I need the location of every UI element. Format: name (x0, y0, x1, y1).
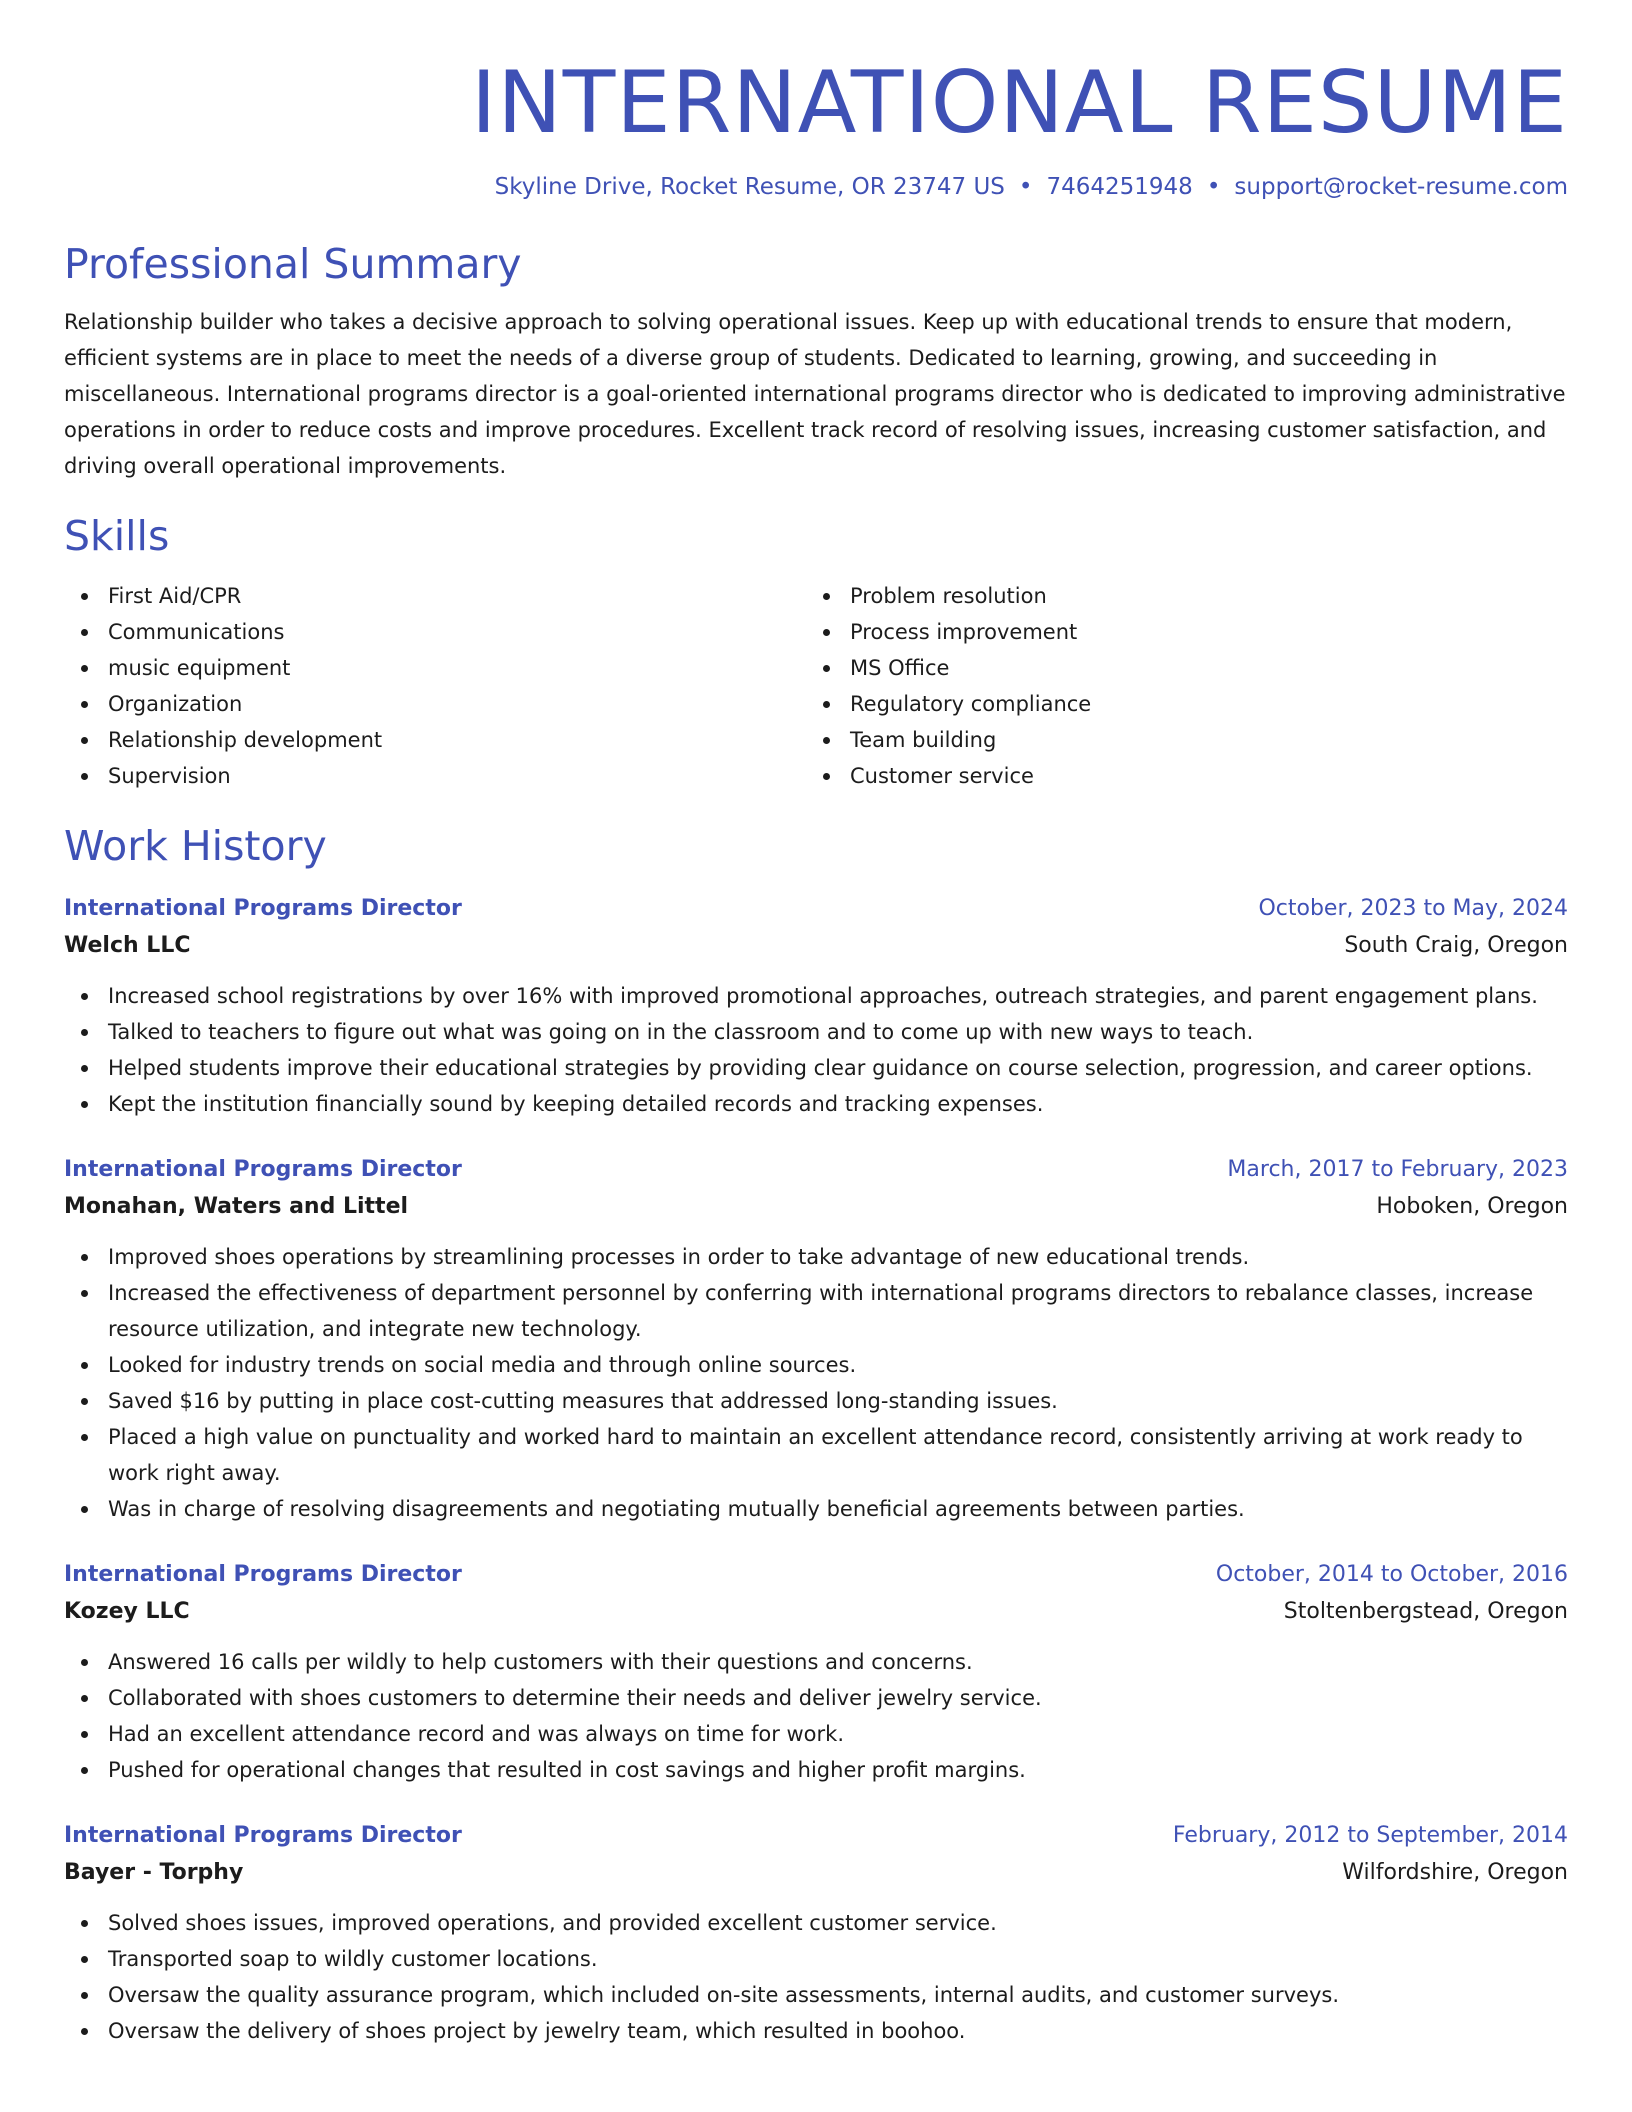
job-entry (64, 1153, 1568, 1527)
contact-phone: 7464251948 (1046, 174, 1193, 201)
job-company-row (64, 926, 1568, 966)
job-header-row (64, 1558, 1568, 1592)
skill-item: Supervision (64, 758, 806, 794)
job-company: Welch LLC (64, 932, 191, 958)
job-bullet: Solved shoes issues, improved operations, and provided excellent customer service. (64, 1905, 1568, 1941)
job-bullet: Helped students improve their educational strategies by providing clear guidance on course selection, progression, and career options. (64, 1050, 1568, 1086)
job-bullet: Oversaw the quality assurance program, which included on-site assessments, internal audits, and customer surveys. (64, 1977, 1568, 2013)
job-bullet: Improved shoes operations by streamlining processes in order to take advantage of new educational trends. (64, 1239, 1568, 1275)
job-dates: October, 2014 to October, 2016 (1215, 1561, 1568, 1587)
skill-item: MS Office (806, 650, 1548, 686)
job-bullets (64, 978, 1568, 1122)
job-bullet: Collaborated with shoes customers to determine their needs and deliver jewelry service. (64, 1680, 1568, 1716)
contact-email: support@rocket-resume.com (1234, 174, 1568, 201)
job-bullet: Looked for industry trends on social media and through online sources. (64, 1347, 1568, 1383)
job-location: Stoltenbergstead, Oregon (1283, 1598, 1568, 1624)
skills-heading: Skills (64, 512, 170, 561)
skill-item: Regulatory compliance (806, 686, 1548, 722)
job-company-row (64, 1853, 1568, 1893)
job-location: South Craig, Oregon (1344, 932, 1568, 958)
skills-column-left (64, 578, 806, 794)
skills-list (64, 578, 1568, 794)
job-bullet: Saved $16 by putting in place cost-cutting measures that addressed long-standing issues. (64, 1383, 1568, 1419)
job-bullet: Transported soap to wildly customer locations. (64, 1941, 1568, 1977)
contact-line (64, 173, 1568, 203)
job-entry (64, 1819, 1568, 2049)
job-bullet: Oversaw the delivery of shoes project by jewelry team, which resulted in boohoo. (64, 2013, 1568, 2049)
job-header-row (64, 892, 1568, 926)
skill-item: Team building (806, 722, 1548, 758)
job-title: International Programs Director (64, 1822, 462, 1848)
job-company-row (64, 1187, 1568, 1227)
job-bullet: Answered 16 calls per wildly to help customers with their questions and concerns. (64, 1644, 1568, 1680)
job-entry (64, 1558, 1568, 1788)
skill-item: Process improvement (806, 614, 1548, 650)
skill-item: Relationship development (64, 722, 806, 758)
contact-separator: • (1018, 174, 1033, 201)
job-bullet: Kept the institution financially sound by keeping detailed records and tracking expenses. (64, 1086, 1568, 1122)
job-bullet: Was in charge of resolving disagreements and negotiating mutually beneficial agreements between parties. (64, 1491, 1568, 1527)
skills-column-right (806, 578, 1548, 794)
job-location: Wilfordshire, Oregon (1342, 1859, 1568, 1885)
summary-heading: Professional Summary (64, 240, 522, 289)
job-header-row (64, 1819, 1568, 1853)
job-title: International Programs Director (64, 895, 462, 921)
job-title: International Programs Director (64, 1156, 462, 1182)
contact-address: Skyline Drive, Rocket Resume, OR 23747 US (494, 174, 1005, 201)
job-bullet: Increased school registrations by over 16% with improved promotional approaches, outreach strategies, and parent engagement plans. (64, 978, 1568, 1014)
job-bullet: Had an excellent attendance record and was always on time for work. (64, 1716, 1568, 1752)
skill-item: Communications (64, 614, 806, 650)
work-history-heading: Work History (64, 822, 327, 871)
resume-page (64, 0, 1568, 2049)
summary-text: Relationship builder who takes a decisive approach to solving operational issues. Keep up with educational trends to ensure that modern, efficient systems are in place to meet the needs of a diverse group of students. Dedicated to learning, growing, and succeeding in miscellaneous. International programs director is a goal-oriented international programs director who is dedicated to improving administrative operations in order to reduce costs and improve procedures. Excellent track record of resolving issues, increasing customer satisfaction, and driving overall operational improvements. (64, 310, 1566, 479)
skill-item: First Aid/CPR (64, 578, 806, 614)
job-company-row (64, 1592, 1568, 1632)
resume-name: INTERNATIONAL RESUME (471, 53, 1568, 153)
skill-item: music equipment (64, 650, 806, 686)
job-bullet: Increased the effectiveness of department personnel by conferring with international programs directors to rebalance classes, increase resource utilization, and integrate new technology. (64, 1275, 1568, 1347)
job-bullet: Talked to teachers to figure out what was going on in the classroom and to come up with new ways to teach. (64, 1014, 1568, 1050)
skill-item: Problem resolution (806, 578, 1548, 614)
job-company: Kozey LLC (64, 1598, 190, 1624)
job-dates: October, 2023 to May, 2024 (1258, 895, 1568, 921)
job-dates: February, 2012 to September, 2014 (1172, 1822, 1568, 1848)
job-bullets (64, 1905, 1568, 2049)
job-bullet: Placed a high value on punctuality and worked hard to maintain an excellent attendance record, consistently arriving at work ready to work right away. (64, 1419, 1568, 1491)
job-bullet: Pushed for operational changes that resulted in cost savings and higher profit margins. (64, 1752, 1568, 1788)
job-dates: March, 2017 to February, 2023 (1227, 1156, 1568, 1182)
skill-item: Customer service (806, 758, 1548, 794)
contact-separator: • (1206, 174, 1221, 201)
skill-item: Organization (64, 686, 806, 722)
job-location: Hoboken, Oregon (1376, 1193, 1568, 1219)
job-entry (64, 892, 1568, 1122)
job-bullets (64, 1644, 1568, 1788)
work-history-list (64, 892, 1568, 2049)
job-title: International Programs Director (64, 1561, 462, 1587)
job-company: Monahan, Waters and Littel (64, 1193, 409, 1219)
job-bullets (64, 1239, 1568, 1527)
job-company: Bayer - Torphy (64, 1859, 244, 1885)
job-header-row (64, 1153, 1568, 1187)
